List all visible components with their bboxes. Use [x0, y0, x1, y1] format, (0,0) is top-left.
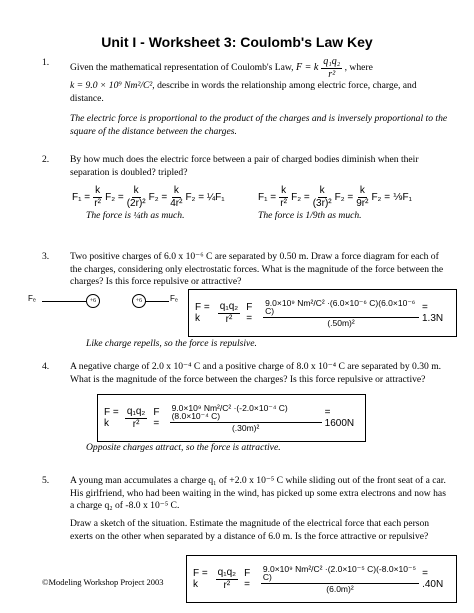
force-arrow-right [145, 301, 169, 302]
q5-eq-denominator: (6.0m)² [326, 583, 354, 594]
q3-equation-box [188, 289, 457, 337]
q2b-f1: F₁ = [258, 192, 277, 203]
q4-eq-rhs [153, 404, 359, 433]
q3-eq-r2: r² [225, 313, 233, 325]
q5-eq-result: = .40N [422, 568, 444, 590]
q2b-f2b: F₂ = [334, 192, 354, 203]
q5-eq-f2: F = [244, 568, 251, 590]
q5-eq-r2: r² [223, 579, 231, 591]
q3-eq-numerator: 9.0×10⁹ Nm²/C² ·(6.0×10⁻⁶ C)(6.0×10⁻⁶ C) [263, 299, 419, 318]
q2a-k: k [95, 185, 101, 196]
q3-eq-denominator: (.50m)² [327, 317, 355, 328]
q2b-k2: k [319, 185, 325, 196]
q2b-k: k [281, 185, 287, 196]
q5-number: 5. [42, 475, 50, 486]
coulomb-law-f: F = k [295, 62, 319, 74]
q2-answer-triple: The force is 1/9th as much. [258, 210, 362, 221]
footer-copyright: ©Modeling Workshop Project 2003 [42, 577, 164, 587]
q2-text: By how much does the electric force between a pair of charged bodies diminish when their separation is doubled? tripled? [70, 154, 419, 178]
charge-left: +6 [86, 294, 100, 308]
q1-number: 1. [42, 57, 50, 68]
q3-eq-f: F = k [195, 302, 210, 324]
charge-right: +6 [132, 294, 146, 308]
q2a-d3: 4r² [170, 198, 183, 209]
q5-eq-rhs [244, 565, 450, 594]
force-label-left: Fₑ [28, 294, 36, 303]
q1-line1b: , where [344, 62, 373, 74]
q3-eq-f2: F = [246, 302, 253, 324]
q1-line3: distance. [70, 93, 104, 104]
q1-answer: The electric force is proportional to the product of the charges and is inversely proportional to the square of the distance between the charges. [70, 113, 448, 137]
force-label-right: Fₑ [170, 294, 178, 303]
q1-line2-text: , describe in words the relationship among electric force, charge, and [152, 80, 417, 91]
q4-text: A negative charge of 2.0 x 10⁻⁴ C and a positive charge of 8.0 x 10⁻⁴ C are separated by 0.30 m. What is the magnitude of the force between the charges? Is this force repulsive or attractive? [70, 361, 442, 385]
q3-eq-qq: q₁q₂ [219, 300, 239, 312]
q5-equation-box [186, 555, 457, 603]
q4-eq-denominator: (.30m)² [231, 422, 260, 433]
q2a-r2: r² [94, 198, 101, 209]
q2a-f1: F₁ = [72, 192, 91, 203]
q4-equation-box [97, 394, 366, 442]
q2b-f2: F₂ = [291, 192, 310, 203]
q2a-result: F₂ = ¼F₁ [185, 192, 225, 203]
q5-eq-numerator: 9.0×10⁹ Nm²/C² ·(2.0×10⁻⁵ C)(-8.0×10⁻⁵ C) [261, 565, 419, 584]
k-constant: k = 9.0 × 10⁹ Nm²/C² [70, 80, 153, 91]
q4-eq-f2: F = [153, 407, 160, 429]
q4-eq-result: = 1600N [324, 407, 355, 429]
q2b-k3: k [359, 185, 365, 196]
coulomb-law-denominator: r² [328, 69, 336, 80]
q3-text: Two positive charges of 6.0 x 10⁻⁶ C are separated by 0.50 m. Draw a force diagram for each of the charges, considering only electrostatic forces. What is the magnitude of the force between the charges? Is this force repulsive or attractive? [70, 251, 444, 288]
q2-equation-double [72, 186, 225, 209]
q2-equation-triple [258, 186, 412, 209]
q2a-f2: F₂ = [105, 192, 124, 203]
q2b-result: F₂ = ⅑F₁ [371, 192, 413, 203]
q3-eq-result: = 1.3N [421, 302, 444, 324]
q4-eq-lhs [104, 407, 147, 430]
q2b-d2: (3r)² [312, 198, 332, 209]
q5-eq-qq: q₁q₂ [217, 566, 237, 578]
force-arrow-left [42, 301, 86, 302]
q2a-f2b: F₂ = [148, 192, 168, 203]
coulomb-law-numerator: q₁q₂ [323, 56, 341, 67]
coulomb-law-fraction [321, 57, 342, 80]
q3-force-diagram [28, 292, 188, 312]
q2a-k2: k [133, 185, 139, 196]
q4-eq-numerator: 9.0×10⁹ Nm²/C² ·(-2.0×10⁻⁴ C)(8.0×10⁻⁴ C) [170, 404, 322, 423]
q4-answer: Opposite charges attract, so the force is attractive. [86, 442, 281, 453]
q2a-k3: k [173, 185, 179, 196]
q4-number: 4. [42, 361, 50, 372]
q3-eq-rhs [246, 299, 450, 328]
q3-answer: Like charge repells, so the force is repulsive. [86, 338, 257, 349]
q1-line1a: Given the mathematical representation of Coulomb's Law, [70, 62, 294, 74]
q3-eq-lhs [195, 302, 240, 325]
q2b-d3: 9r² [356, 198, 369, 209]
q2a-d2: (2r)² [126, 198, 146, 209]
q3-number: 3. [42, 251, 50, 262]
q4-eq-qq: q₁q₂ [126, 405, 146, 417]
q4-eq-f: F = k [104, 407, 119, 429]
coulomb-law [296, 57, 342, 80]
q1-line1 [70, 57, 440, 80]
q1-line2 [70, 80, 440, 93]
q5-text2: Draw a sketch of the situation. Estimate the magnitude of the electrical force that each person exerts on the other when separated by a distance of 6.0 m. Is the force attractive or repulsive? [70, 518, 430, 542]
q2b-r2: r² [280, 198, 287, 209]
q2-answer-double: The force is ¼th as much. [86, 210, 185, 221]
page-title: Unit I - Worksheet 3: Coulomb's Law Key [101, 34, 373, 50]
q4-eq-r2: r² [132, 418, 140, 430]
q5-eq-lhs [193, 568, 238, 591]
q5-eq-f: F = k [193, 568, 208, 590]
q5-text: A young man accumulates a charge q₁ of +2.0 x 10⁻⁵ C while sliding out of the front seat of a car. His girlfriend, who had been waiting in the wind, has picked up some extra electrons and now has a charge q₂ of -8.0 x 10⁻⁵ C. [70, 475, 446, 512]
q2-number: 2. [42, 154, 50, 165]
